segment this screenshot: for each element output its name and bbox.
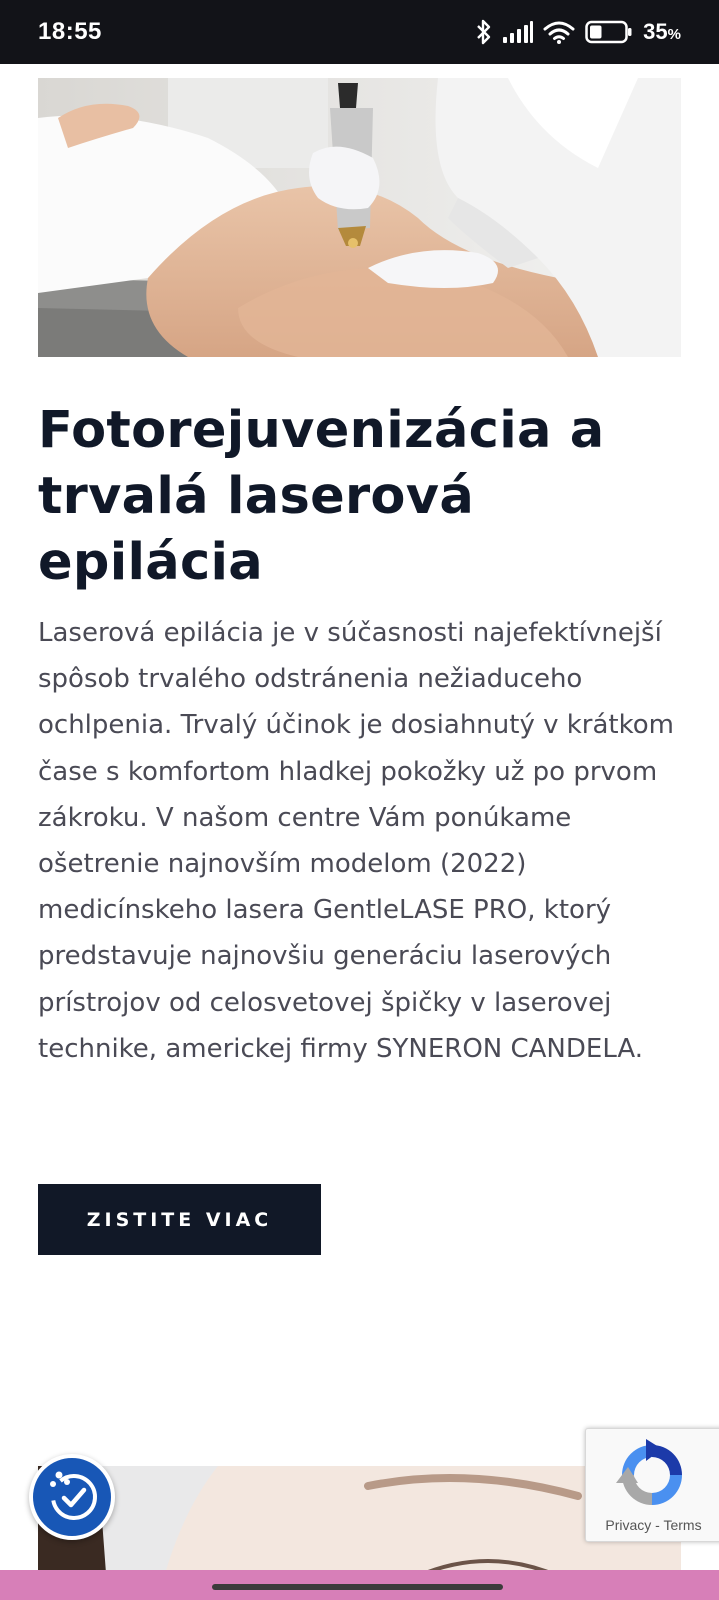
battery-percent-value: 35 [643,19,668,44]
link-separator: - [651,1517,664,1533]
accessibility-button[interactable] [29,1454,115,1540]
accessibility-icon [43,1466,101,1529]
section-body: Laserová epilácia je v súčasnosti najefektívnejší spôsob trvalého odstránenia nežiaduceho ochlpenia. Trvalý účinok je dosiahnutý v krátkom čase s komfortom hladkej pokožky už po prvom zákroku. V našom centre Vám ponúkame ošetrenie najnovším modelom (2022) medicínskeho lasera GentleLASE PRO, ktorý predstavuje najnovšiu generáciu laserových prístrojov od celosvetovej špičky v laserovej technike, americkej firmy SYNERON CANDELA. [38,618,674,1064]
signal-icon [503,21,533,43]
recaptcha-badge[interactable] [585,1428,719,1542]
terms-link[interactable]: Terms [663,1517,702,1533]
bluetooth-icon [475,19,493,45]
battery-percent-unit: % [667,26,681,43]
home-indicator[interactable] [212,1584,503,1590]
status-bar [0,0,719,64]
battery-icon [585,20,633,44]
hero-image [38,78,681,357]
wifi-icon [543,20,575,44]
status-icons [475,19,681,45]
status-time: 18:55 [38,18,102,45]
learn-more-button[interactable]: ZISTITE VIAC [38,1184,321,1255]
section-title: Fotorejuvenizácia a trvalá laserová epilácia [38,401,605,592]
battery-percent [643,19,681,45]
recaptcha-icon [616,1439,688,1516]
privacy-link[interactable]: Privacy [605,1517,652,1533]
recaptcha-links [586,1517,719,1533]
